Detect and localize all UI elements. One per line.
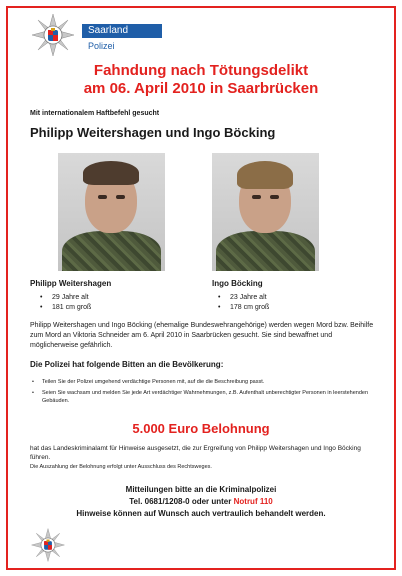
police-star-icon xyxy=(30,527,66,563)
suspect-photo-1 xyxy=(58,153,165,271)
request-heading: Die Polizei hat folgende Bitten an die Bevölkerung: xyxy=(30,360,224,369)
emergency-number: Notruf 110 xyxy=(233,497,273,506)
eye xyxy=(116,195,125,199)
state-label-bar xyxy=(82,24,162,38)
police-star-icon xyxy=(30,12,76,58)
eye xyxy=(252,195,261,199)
suspect-photo-2 xyxy=(212,153,319,271)
camouflage-shirt xyxy=(216,231,315,271)
suspect-2-age: • 23 Jahre alt xyxy=(218,293,269,303)
request-item: • Teilen Sie der Polizei umgehend verdächtige Personen mit, auf die die Beschreibung passt. xyxy=(30,378,370,386)
reward-text: hat das Landeskriminalamt für Hinweise ausgesetzt, die zur Ergreifung von Philipp Weitershagen und Ingo Böcking führen. xyxy=(30,445,361,461)
suspect-2-details xyxy=(218,293,269,313)
case-description: Philipp Weitershagen und Ingo Böcking (ehemalige Bundeswehrangehörige) werden wegen Mord bzw. Beihilfe zum Mord an Viktoria Schneider am 6. April 2010 in Saarbrücken gesucht. Sie sind bewaffnet und möglicherweise gefährlich. xyxy=(30,322,374,349)
reward-note: Die Auszahlung der Belohnung erfolgt unter Ausschluss des Rechtsweges. xyxy=(30,464,212,470)
state-label: Saarland xyxy=(88,25,129,36)
page-title-line-2: am 06. April 2010 in Saarbrücken xyxy=(83,80,319,97)
contact-line-2 xyxy=(0,497,402,507)
request-item: • Seien Sie wachsam und melden Sie jede Art verdächtiger Wahrnehmungen, z.B. Aufenthalt unberechtigter Personen in leerstehenden Gebäuden. xyxy=(30,389,370,405)
suspect-1-height: • 181 cm groß xyxy=(40,303,91,313)
request-list xyxy=(30,378,370,408)
organization-label: Polizei xyxy=(88,41,115,51)
suspect-1-name: Philipp Weitershagen xyxy=(30,279,112,288)
hair xyxy=(83,161,139,185)
contact-line-1: Mitteilungen bitte an die Kriminalpolizei xyxy=(125,485,277,494)
eye xyxy=(98,195,107,199)
camouflage-shirt xyxy=(62,231,161,271)
suspect-2-height: • 178 cm groß xyxy=(218,303,269,313)
eye xyxy=(270,195,279,199)
page-title-line-1: Fahndung nach Tötungsdelikt xyxy=(93,62,309,79)
suspects-heading: Philipp Weitershagen und Ingo Böcking xyxy=(30,125,276,140)
suspect-1-details xyxy=(40,293,91,313)
suspect-1-age: • 29 Jahre alt xyxy=(40,293,91,303)
contact-line-3: Hinweise können auf Wunsch auch vertraulich behandelt werden. xyxy=(76,509,326,518)
warrant-subtitle: Mit internationalem Haftbefehl gesucht xyxy=(30,110,160,117)
hair xyxy=(237,161,293,189)
suspect-2-name: Ingo Böcking xyxy=(212,279,263,288)
contact-phone: Tel. 0681/1208-0 oder unter xyxy=(129,497,232,506)
reward-heading: 5.000 Euro Belohnung xyxy=(132,421,270,436)
